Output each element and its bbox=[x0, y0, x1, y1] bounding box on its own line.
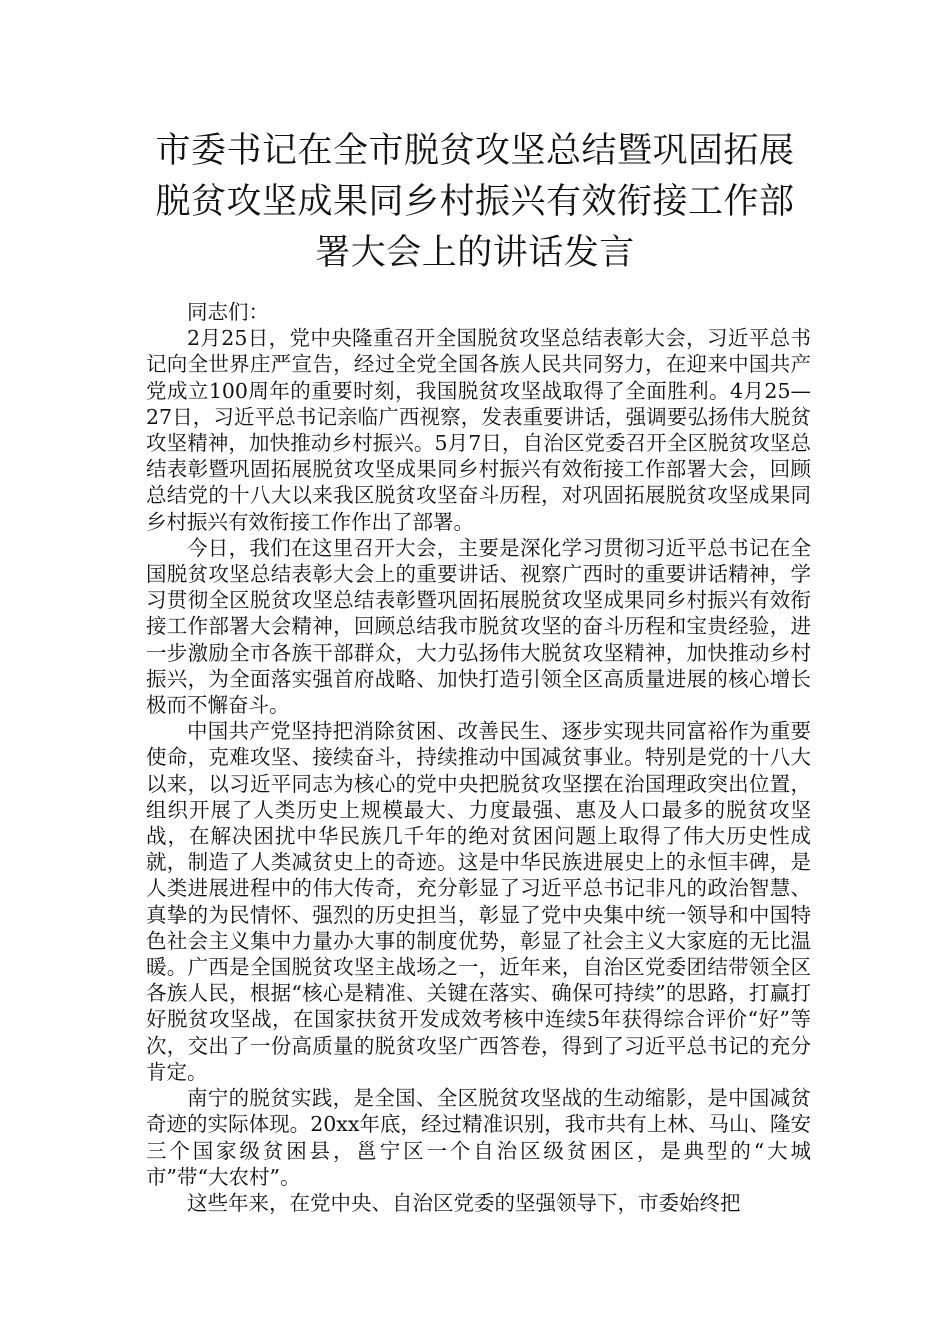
salutation: 同志们： bbox=[187, 300, 269, 324]
document-body bbox=[146, 299, 811, 1216]
paragraph: 2月25日，党中央隆重召开全国脱贫攻坚总结表彰大会，习近平总书记向全世界庄严宣告，经过全党全国各族人民共同努力，在迎来中国共产党成立100周年的重要时刻，我国脱贫攻坚战取得了全面胜利。4月25—27日，习近平总书记亲临广西视察，发表重要讲话，强调要弘扬伟大脱贫攻坚精神，加快推动乡村振兴。5月7日，自治区党委召开全区脱贫攻坚总结表彰暨巩固拓展脱贫攻坚成果同乡村振兴有效衔接工作部署大会，回顾总结党的十八大以来我区脱贫攻坚奋斗历程，对巩固拓展脱贫攻坚成果同乡村振兴有效衔接工作作出了部署。 bbox=[146, 326, 811, 534]
paragraph: 南宁的脱贫实践，是全国、全区脱贫攻坚战的生动缩影，是中国减贫奇迹的实际体现。20xx年底，经过精准识别，我市共有上林、马山、隆安三个国家级贫困县，邕宁区一个自治区级贫困区，是典型的“大城市”带“大农村”。 bbox=[146, 1086, 811, 1189]
paragraph: 中国共产党坚持把消除贫困、改善民生、逐步实现共同富裕作为重要使命，克难攻坚、接续奋斗，持续推动中国减贫事业。特别是党的十八大以来，以习近平同志为核心的党中央把脱贫攻坚摆在治国理政突出位置，组织开展了人类历史上规模最大、力度最强、惠及人口最多的脱贫攻坚战，在解决困扰中华民族几千年的绝对贫困问题上取得了伟大历史性成就，制造了人类减贫史上的奇迹。这是中华民族进展史上的永恒丰碑，是人类进展进程中的伟大传奇，充分彰显了习近平总书记非凡的政治智慧、真挚的为民情怀、强烈的历史担当，彰显了党中央集中统一领导和中国特色社会主义集中力量办大事的制度优势，彰显了社会主义大家庭的无比温暖。广西是全国脱贫攻坚主战场之一，近年来，自治区党委团结带领全区各族人民，根据“核心是精准、关键在落实、确保可持续”的思路，打赢打好脱贫攻坚战，在国家扶贫开发成效考核中连续5年获得综合评价“好”等次，交出了一份高质量的脱贫攻坚广西答卷，得到了习近平总书记的充分肯定。 bbox=[146, 719, 811, 1084]
document-title: 市委书记在全市脱贫攻坚总结暨巩固拓展脱贫攻坚成果同乡村振兴有效衔接工作部署大会上的讲话发言 bbox=[155, 131, 795, 273]
paragraph: 今日，我们在这里召开大会，主要是深化学习贯彻习近平总书记在全国脱贫攻坚总结表彰大会上的重要讲话、视察广西时的重要讲话精神，学习贯彻全区脱贫攻坚总结表彰暨巩固拓展脱贫攻坚成果同乡村振兴有效衔接工作部署大会精神，回顾总结我市脱贫攻坚的奋斗历程和宝贵经验，进一步激励全市各族干部群众，大力弘扬伟大脱贫攻坚精神，加快推动乡村振兴，为全面落实强首府战略、加快打造引领全区高质量进展的核心增长极而不懈奋斗。 bbox=[146, 535, 811, 718]
paragraph: 这些年来，在党中央、自治区党委的坚强领导下，市委始终把 bbox=[187, 1190, 741, 1215]
